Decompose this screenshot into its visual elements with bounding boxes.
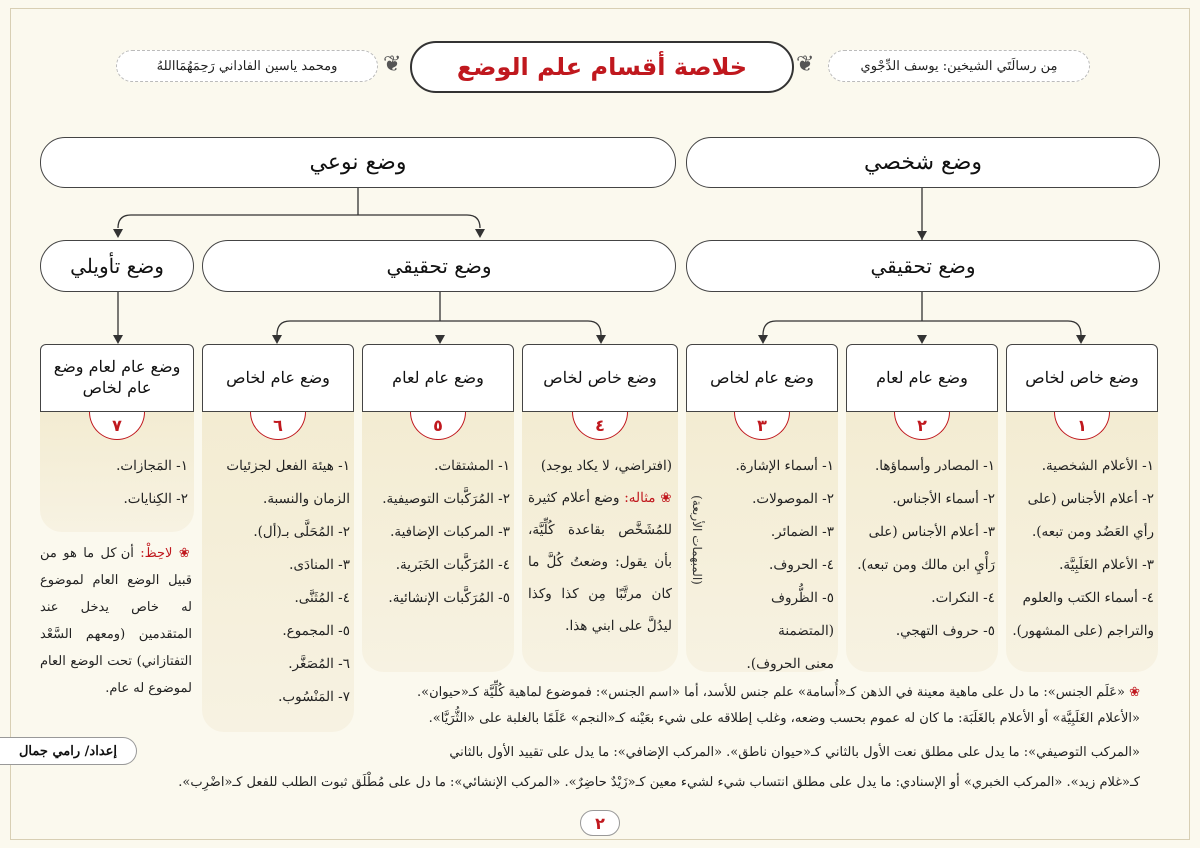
list-item: ١- المَجازات. (116, 458, 188, 474)
column-7-number: ٧ (89, 412, 145, 440)
page-number: ٢ (580, 810, 620, 836)
list-item: ١- المشتقات. (434, 458, 510, 474)
list-item: ١- الأعلام الشخصية. (1041, 458, 1154, 474)
list-item: ١- أسماء الإشارة. (735, 458, 834, 474)
note-box: ❀ لاحِظْ: أن كل ما هو من قبيل الوضع العام لموضوع له خاص يدخل عند المتقدمين (ومعهم السَّعْد التفتازاني) تحت الوضع العام لموضوع له عام. (40, 546, 193, 696)
list-item: الزمان والنسبة. (263, 491, 350, 507)
list-item: ١- المصادر وأسماؤها. (875, 458, 995, 474)
list-item: ٥- المجموع. (282, 623, 350, 639)
type-wad-box: وضع نوعي (40, 137, 676, 188)
personal-wad-box: وضع شخصي (686, 137, 1160, 188)
list-item: ٦- المُصَغَّر. (288, 656, 350, 672)
column-4-content (528, 450, 672, 642)
list-item: معنى الحروف). (746, 656, 834, 672)
ornament-icon: ❦ (796, 52, 815, 77)
column-2-number: ٢ (894, 412, 950, 440)
list-item: والتراجم (على المشهور). (1012, 623, 1154, 639)
list-item: ٣- المنادَى. (289, 557, 350, 573)
list-item: ٣- الأعلام الغَلَبِيَّة. (1059, 557, 1154, 573)
list-item: ٤- الحروف. (769, 557, 834, 573)
list-item: ٢- أعلام الأجناس (على (1027, 491, 1154, 507)
column-3-number: ٣ (734, 412, 790, 440)
list-item: ٤- المُثَنَّى. (294, 590, 350, 606)
list-item: ٧- المَنْسُوب. (278, 689, 350, 705)
note-label: لاحِظْ: (140, 546, 173, 561)
footnote-line: «المركب التوصيفي»: ما يدل على مطلق نعت الأول بالثاني كـ«حيوان ناطق». «المركب الإضافي»: ما يدل على تقييد الأول بالثاني (449, 745, 1140, 760)
list-item: ٣- الضمائر. (770, 524, 834, 540)
column-2-header: وضع عام لعام (846, 344, 998, 412)
page-title: خلاصة أقسام علم الوضع (410, 41, 794, 93)
column-6-number: ٦ (250, 412, 306, 440)
example-text: وضع أعلام كثيرة للمُشَخَّص بقاعدة كُلِّيَّة، بأن يقول: وضعتُ كُلَّ ما كان مرتَّبًا مِن كذا وكذا ليدُلَّ على ابني هذا. (528, 490, 672, 634)
column-5-header: وضع عام لعام (362, 344, 514, 412)
ornament-icon: ❦ (383, 52, 402, 77)
list-item: ٥- حروف التهجي. (895, 623, 995, 639)
list-item: ٢- المُحَلَّى بـ(أل). (253, 524, 350, 540)
list-item: ٤- المُرَكَّبات الخَبَرية. (395, 557, 510, 573)
list-item: ٣- أعلام الأجناس (على (868, 524, 995, 540)
column-4-intro: (افتراضي، لا يكاد يوجد) (540, 458, 672, 474)
realized-wad-box-middle: وضع تحقيقي (202, 240, 676, 292)
column-1-number: ١ (1054, 412, 1110, 440)
column-4-header: وضع خاص لخاص (522, 344, 678, 412)
interpretive-wad-box: وضع تأويلي (40, 240, 194, 292)
list-item: ١- هيئة الفعل لجزئيات (226, 458, 350, 474)
list-item: ٥- الظُّروف (المتضمنة (770, 590, 834, 639)
list-item: رَأْيِ ابن مالك ومن تبعه). (857, 557, 995, 573)
list-item: ٢- المُرَكَّبات التوصيفية. (382, 491, 510, 507)
list-item: ٤- النكرات. (931, 590, 995, 606)
list-item: ٢- الكِنايات. (123, 491, 188, 507)
column-7-header: وضع عام لعام وضع عام لخاص (40, 344, 194, 412)
note-text: أن كل ما هو من قبيل الوضع العام لموضوع له خاص يدخل عند المتقدمين (ومعهم السَّعْد التفتازاني) تحت الوضع العام لموضوع له عام. (40, 546, 192, 696)
column-1-header: وضع خاص لخاص (1006, 344, 1158, 412)
column-3-header: وضع عام لخاص (686, 344, 838, 412)
list-item: ٤- أسماء الكتب والعلوم (1022, 590, 1154, 606)
column-3-vertical-note: (المبهمات الأربعة) (690, 495, 704, 585)
column-6-header: وضع عام لخاص (202, 344, 354, 412)
footnote-line: «الأعلام الغَلَبِيَّة» أو الأعلام بالغَلَبَة: ما كان له عموم بحسب وضعه، وغلب إطلاقه على شيء بعَيْنه كـ«النجم» عَلَمًا بالغلبة على «الثُّرَيَّا». (428, 711, 1140, 726)
list-item: ٢- الموصولات. (752, 491, 834, 507)
example-label: ❀ مثاله: (624, 490, 672, 506)
column-5-number: ٥ (410, 412, 466, 440)
source-left: ومحمد ياسين الفاداني رَحِمَهُمَااللهُ (116, 50, 378, 82)
author-credit: إعداد/ رامي جمال (0, 737, 137, 765)
column-4-number: ٤ (572, 412, 628, 440)
list-item: رأي العَضُد ومن تبعه). (1031, 524, 1154, 540)
footnote-line: ❀ «عَلَم الجنس»: ما دل على ماهية معينة في الذهن كـ«أُسامة» علم جنس للأسد، أما «اسم الجنس»: فموضوع لماهية كُلِّيَّة كـ«حيوان». (417, 685, 1140, 700)
list-item: ٥- المُرَكَّبات الإنشائية. (388, 590, 510, 606)
source-right: مِن رسالَتَي الشيخين: يوسف الدِّجْوي (828, 50, 1090, 82)
list-item: ٣- المركبات الإضافية. (390, 524, 510, 540)
realized-wad-box-right: وضع تحقيقي (686, 240, 1160, 292)
list-item: ٢- أسماء الأجناس. (892, 491, 995, 507)
footnote-line: كـ«غلام زيد». «المركب الخبري» أو الإسنادي: ما يدل على مطلق انتساب شيء لشيء معين كـ«زَيْدٌ حاضِرٌ». «المركب الإنشائي»: ما دل على مُطْلَق ثبوت الطلب للفعل كـ«اضْرِب». (178, 775, 1140, 790)
